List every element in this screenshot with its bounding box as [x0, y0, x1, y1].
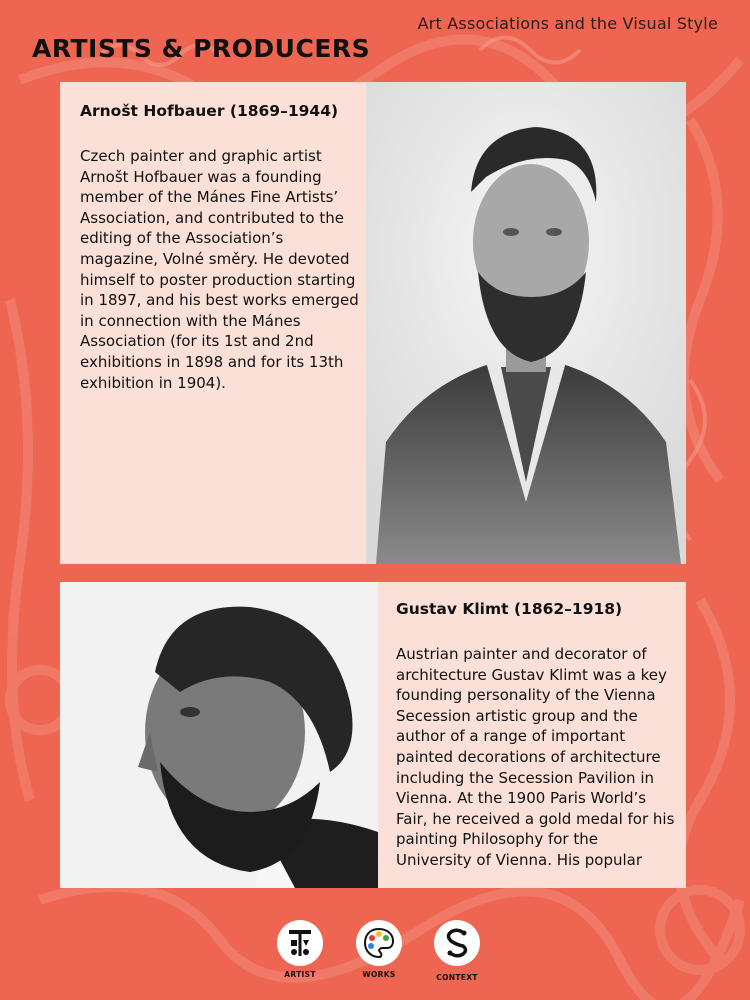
nav-works-label: WORKS	[362, 970, 396, 979]
artist-text-block	[396, 600, 676, 871]
context-icon	[434, 920, 480, 966]
artist-card-klimt	[60, 582, 686, 888]
section-title: Art Associations and the Visual Style	[417, 14, 718, 33]
bottom-navigation	[0, 920, 750, 990]
nav-works-button[interactable]	[349, 920, 409, 979]
palette-icon	[356, 920, 402, 966]
artist-bio: Czech painter and graphic artist Arnošt Hofbauer was a founding member of the Mánes Fine Artists’ Association, and contributed to the editing of the Association’s magazine, Volné směry. He devoted himself to poster production starting in 1897, and his best works emerged in connection with the Mánes Association (for its 1st and 2nd exhibitions in 1898 and for its 13th exhibition in 1904).	[80, 147, 359, 392]
artist-bio: Austrian painter and decorator of architecture Gustav Klimt was a key founding personality of the Vienna Secession artistic group and the author of a range of important painted decorations of architecture including the Secession Pavilion in Vienna. At the 1900 Paris World’s Fair, he received a gold medal for his painting Philosophy for the University of Vienna. His popular	[396, 645, 675, 869]
nav-context-button[interactable]	[427, 920, 487, 982]
artist-portrait-photo	[366, 82, 686, 564]
artist-name: Arnošt Hofbauer (1869–1944)	[80, 102, 339, 120]
page-title: ARTISTS & PRODUCERS	[32, 34, 371, 63]
nav-context-label: CONTEXT	[436, 973, 478, 982]
artist-name: Gustav Klimt (1862–1918)	[396, 600, 623, 618]
artist-text-block	[80, 102, 360, 393]
nav-artist-button[interactable]	[270, 920, 330, 979]
nav-artist-label: ARTIST	[284, 970, 316, 979]
artist-portrait-photo	[60, 582, 378, 888]
artist-icon	[277, 920, 323, 966]
artist-card-hofbauer	[60, 82, 686, 564]
